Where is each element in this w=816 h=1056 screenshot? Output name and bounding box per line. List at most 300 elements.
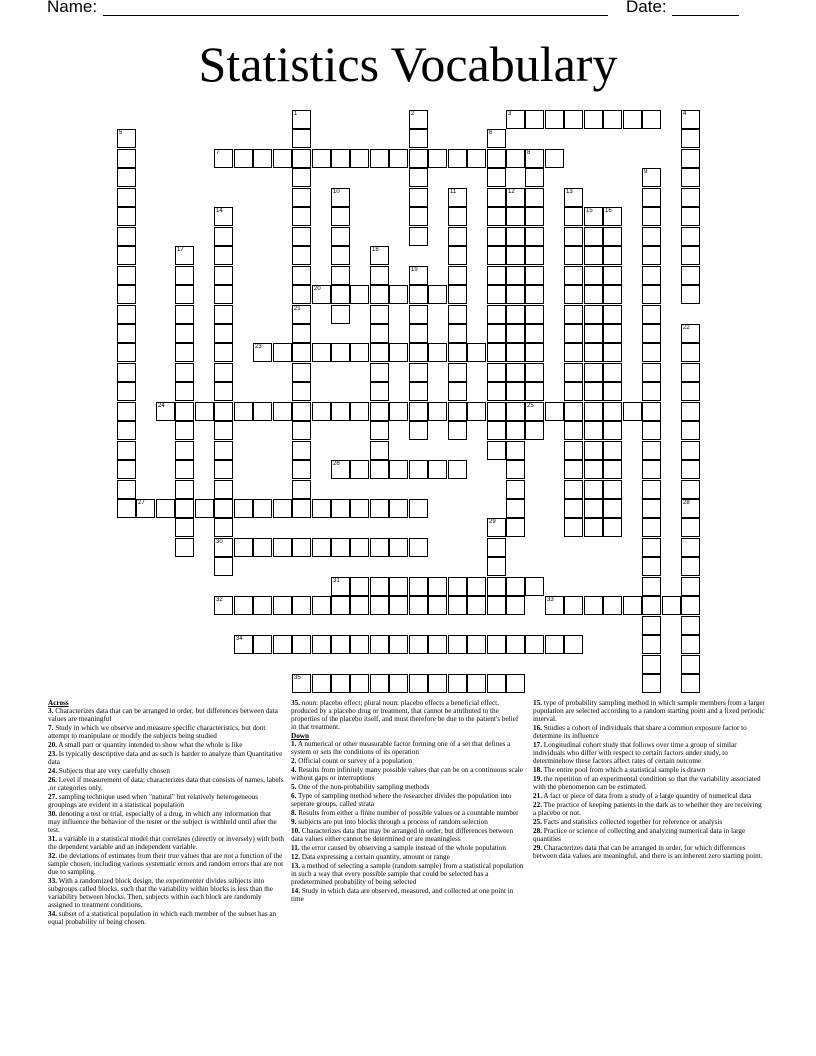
grid-cell[interactable] bbox=[292, 460, 311, 479]
grid-cell[interactable] bbox=[292, 227, 311, 246]
grid-cell[interactable] bbox=[370, 343, 389, 362]
grid-cell[interactable] bbox=[331, 246, 350, 265]
grid-cell[interactable] bbox=[175, 518, 194, 537]
grid-cell[interactable] bbox=[642, 266, 661, 285]
grid-cell[interactable] bbox=[292, 538, 311, 557]
grid-cell[interactable] bbox=[603, 460, 622, 479]
grid-cell[interactable] bbox=[642, 499, 661, 518]
grid-cell[interactable] bbox=[350, 460, 369, 479]
grid-cell[interactable] bbox=[603, 382, 622, 401]
grid-cell[interactable] bbox=[214, 207, 233, 226]
grid-cell[interactable] bbox=[467, 635, 486, 654]
grid-cell[interactable] bbox=[642, 382, 661, 401]
grid-cell[interactable] bbox=[642, 557, 661, 576]
grid-cell[interactable] bbox=[545, 110, 564, 129]
grid-cell[interactable] bbox=[428, 285, 447, 304]
grid-cell[interactable] bbox=[506, 518, 525, 537]
grid-cell[interactable] bbox=[584, 596, 603, 615]
grid-cell[interactable] bbox=[487, 324, 506, 343]
grid-cell[interactable] bbox=[448, 324, 467, 343]
grid-cell[interactable] bbox=[681, 538, 700, 557]
grid-cell[interactable] bbox=[214, 421, 233, 440]
grid-cell[interactable] bbox=[234, 402, 253, 421]
grid-cell[interactable] bbox=[253, 596, 272, 615]
grid-cell[interactable] bbox=[584, 421, 603, 440]
grid-cell[interactable] bbox=[525, 246, 544, 265]
grid-cell[interactable] bbox=[506, 480, 525, 499]
grid-cell[interactable] bbox=[525, 168, 544, 187]
grid-cell[interactable] bbox=[642, 324, 661, 343]
grid-cell[interactable] bbox=[623, 110, 642, 129]
grid-cell[interactable] bbox=[370, 441, 389, 460]
grid-cell[interactable] bbox=[214, 382, 233, 401]
grid-cell[interactable] bbox=[506, 499, 525, 518]
grid-cell[interactable] bbox=[584, 518, 603, 537]
grid-cell[interactable] bbox=[253, 538, 272, 557]
grid-cell[interactable] bbox=[370, 460, 389, 479]
grid-cell[interactable] bbox=[214, 305, 233, 324]
grid-cell[interactable] bbox=[409, 538, 428, 557]
grid-cell[interactable] bbox=[642, 207, 661, 226]
grid-cell[interactable] bbox=[642, 421, 661, 440]
grid-cell[interactable] bbox=[409, 168, 428, 187]
grid-cell[interactable] bbox=[564, 324, 583, 343]
grid-cell[interactable] bbox=[370, 635, 389, 654]
grid-cell[interactable] bbox=[156, 499, 175, 518]
grid-cell[interactable] bbox=[681, 363, 700, 382]
grid-cell[interactable] bbox=[681, 402, 700, 421]
grid-cell[interactable] bbox=[525, 149, 544, 168]
grid-cell[interactable] bbox=[409, 227, 428, 246]
grid-cell[interactable] bbox=[584, 227, 603, 246]
grid-cell[interactable] bbox=[409, 499, 428, 518]
grid-cell[interactable] bbox=[584, 441, 603, 460]
grid-cell[interactable] bbox=[681, 266, 700, 285]
grid-cell[interactable] bbox=[681, 285, 700, 304]
grid-cell[interactable] bbox=[253, 402, 272, 421]
grid-cell[interactable] bbox=[448, 363, 467, 382]
grid-cell[interactable] bbox=[428, 460, 447, 479]
grid-cell[interactable] bbox=[448, 421, 467, 440]
grid-cell[interactable] bbox=[331, 538, 350, 557]
grid-cell[interactable] bbox=[506, 382, 525, 401]
grid-cell[interactable] bbox=[214, 227, 233, 246]
grid-cell[interactable] bbox=[370, 266, 389, 285]
grid-cell[interactable] bbox=[292, 674, 311, 693]
grid-cell[interactable] bbox=[467, 343, 486, 362]
grid-cell[interactable] bbox=[487, 149, 506, 168]
grid-cell[interactable] bbox=[506, 674, 525, 693]
grid-cell[interactable] bbox=[506, 110, 525, 129]
grid-cell[interactable] bbox=[331, 577, 350, 596]
grid-cell[interactable] bbox=[487, 596, 506, 615]
grid-cell[interactable] bbox=[487, 577, 506, 596]
grid-cell[interactable] bbox=[487, 188, 506, 207]
grid-cell[interactable] bbox=[331, 207, 350, 226]
grid-cell[interactable] bbox=[292, 149, 311, 168]
grid-cell[interactable] bbox=[292, 168, 311, 187]
grid-cell[interactable] bbox=[175, 305, 194, 324]
grid-cell[interactable] bbox=[370, 674, 389, 693]
grid-cell[interactable] bbox=[603, 499, 622, 518]
grid-cell[interactable] bbox=[117, 343, 136, 362]
grid-cell[interactable] bbox=[603, 518, 622, 537]
grid-cell[interactable] bbox=[389, 635, 408, 654]
grid-cell[interactable] bbox=[584, 305, 603, 324]
grid-cell[interactable] bbox=[603, 343, 622, 362]
grid-cell[interactable] bbox=[117, 382, 136, 401]
grid-cell[interactable] bbox=[525, 188, 544, 207]
grid-cell[interactable] bbox=[409, 635, 428, 654]
grid-cell[interactable] bbox=[409, 402, 428, 421]
grid-cell[interactable] bbox=[214, 285, 233, 304]
grid-cell[interactable] bbox=[584, 266, 603, 285]
grid-cell[interactable] bbox=[389, 460, 408, 479]
grid-cell[interactable] bbox=[389, 499, 408, 518]
grid-cell[interactable] bbox=[681, 421, 700, 440]
grid-cell[interactable] bbox=[467, 596, 486, 615]
grid-cell[interactable] bbox=[487, 538, 506, 557]
grid-cell[interactable] bbox=[681, 460, 700, 479]
grid-cell[interactable] bbox=[584, 382, 603, 401]
grid-cell[interactable] bbox=[370, 246, 389, 265]
grid-cell[interactable] bbox=[506, 441, 525, 460]
grid-cell[interactable] bbox=[603, 480, 622, 499]
grid-cell[interactable] bbox=[681, 616, 700, 635]
grid-cell[interactable] bbox=[506, 577, 525, 596]
grid-cell[interactable] bbox=[506, 324, 525, 343]
grid-cell[interactable] bbox=[448, 596, 467, 615]
grid-cell[interactable] bbox=[389, 343, 408, 362]
grid-cell[interactable] bbox=[448, 266, 467, 285]
grid-cell[interactable] bbox=[214, 402, 233, 421]
grid-cell[interactable] bbox=[350, 577, 369, 596]
grid-cell[interactable] bbox=[253, 343, 272, 362]
grid-cell[interactable] bbox=[292, 246, 311, 265]
grid-cell[interactable] bbox=[506, 421, 525, 440]
grid-cell[interactable] bbox=[448, 285, 467, 304]
grid-cell[interactable] bbox=[584, 285, 603, 304]
grid-cell[interactable] bbox=[136, 499, 155, 518]
grid-cell[interactable] bbox=[642, 168, 661, 187]
grid-cell[interactable] bbox=[564, 363, 583, 382]
grid-cell[interactable] bbox=[409, 324, 428, 343]
grid-cell[interactable] bbox=[331, 596, 350, 615]
grid-cell[interactable] bbox=[525, 635, 544, 654]
grid-cell[interactable] bbox=[603, 441, 622, 460]
grid-cell[interactable] bbox=[350, 343, 369, 362]
grid-cell[interactable] bbox=[681, 518, 700, 537]
grid-cell[interactable] bbox=[312, 674, 331, 693]
grid-cell[interactable] bbox=[234, 149, 253, 168]
grid-cell[interactable] bbox=[681, 441, 700, 460]
grid-cell[interactable] bbox=[525, 577, 544, 596]
grid-cell[interactable] bbox=[214, 518, 233, 537]
grid-cell[interactable] bbox=[603, 402, 622, 421]
grid-cell[interactable] bbox=[292, 129, 311, 148]
grid-cell[interactable] bbox=[487, 343, 506, 362]
grid-cell[interactable] bbox=[175, 480, 194, 499]
grid-cell[interactable] bbox=[234, 538, 253, 557]
grid-cell[interactable] bbox=[350, 402, 369, 421]
grid-cell[interactable] bbox=[506, 343, 525, 362]
grid-cell[interactable] bbox=[409, 266, 428, 285]
grid-cell[interactable] bbox=[525, 207, 544, 226]
grid-cell[interactable] bbox=[545, 635, 564, 654]
grid-cell[interactable] bbox=[292, 188, 311, 207]
grid-cell[interactable] bbox=[623, 402, 642, 421]
grid-cell[interactable] bbox=[292, 305, 311, 324]
grid-cell[interactable] bbox=[292, 363, 311, 382]
grid-cell[interactable] bbox=[487, 674, 506, 693]
grid-cell[interactable] bbox=[253, 635, 272, 654]
grid-cell[interactable] bbox=[448, 382, 467, 401]
grid-cell[interactable] bbox=[331, 460, 350, 479]
grid-cell[interactable] bbox=[292, 266, 311, 285]
grid-cell[interactable] bbox=[681, 149, 700, 168]
grid-cell[interactable] bbox=[409, 285, 428, 304]
grid-cell[interactable] bbox=[487, 246, 506, 265]
grid-cell[interactable] bbox=[603, 324, 622, 343]
grid-cell[interactable] bbox=[448, 246, 467, 265]
grid-cell[interactable] bbox=[448, 460, 467, 479]
grid-cell[interactable] bbox=[681, 480, 700, 499]
grid-cell[interactable] bbox=[642, 305, 661, 324]
grid-cell[interactable] bbox=[642, 538, 661, 557]
grid-cell[interactable] bbox=[448, 577, 467, 596]
grid-cell[interactable] bbox=[175, 402, 194, 421]
grid-cell[interactable] bbox=[175, 382, 194, 401]
grid-cell[interactable] bbox=[564, 460, 583, 479]
grid-cell[interactable] bbox=[370, 596, 389, 615]
grid-cell[interactable] bbox=[350, 538, 369, 557]
grid-cell[interactable] bbox=[584, 460, 603, 479]
grid-cell[interactable] bbox=[214, 441, 233, 460]
grid-cell[interactable] bbox=[681, 674, 700, 693]
grid-cell[interactable] bbox=[564, 246, 583, 265]
grid-cell[interactable] bbox=[331, 674, 350, 693]
grid-cell[interactable] bbox=[370, 499, 389, 518]
grid-cell[interactable] bbox=[409, 129, 428, 148]
grid-cell[interactable] bbox=[525, 266, 544, 285]
grid-cell[interactable] bbox=[428, 577, 447, 596]
grid-cell[interactable] bbox=[117, 188, 136, 207]
grid-cell[interactable] bbox=[506, 149, 525, 168]
grid-cell[interactable] bbox=[545, 149, 564, 168]
grid-cell[interactable] bbox=[214, 149, 233, 168]
grid-cell[interactable] bbox=[370, 421, 389, 440]
grid-cell[interactable] bbox=[487, 266, 506, 285]
grid-cell[interactable] bbox=[642, 596, 661, 615]
grid-cell[interactable] bbox=[564, 402, 583, 421]
grid-cell[interactable] bbox=[487, 441, 506, 460]
grid-cell[interactable] bbox=[487, 168, 506, 187]
grid-cell[interactable] bbox=[370, 285, 389, 304]
grid-cell[interactable] bbox=[467, 577, 486, 596]
grid-cell[interactable] bbox=[214, 266, 233, 285]
grid-cell[interactable] bbox=[331, 305, 350, 324]
grid-cell[interactable] bbox=[389, 538, 408, 557]
grid-cell[interactable] bbox=[642, 363, 661, 382]
grid-cell[interactable] bbox=[312, 596, 331, 615]
grid-cell[interactable] bbox=[584, 246, 603, 265]
grid-cell[interactable] bbox=[350, 596, 369, 615]
grid-cell[interactable] bbox=[584, 343, 603, 362]
grid-cell[interactable] bbox=[214, 499, 233, 518]
grid-cell[interactable] bbox=[681, 188, 700, 207]
grid-cell[interactable] bbox=[506, 402, 525, 421]
grid-cell[interactable] bbox=[642, 441, 661, 460]
grid-cell[interactable] bbox=[214, 363, 233, 382]
grid-cell[interactable] bbox=[117, 227, 136, 246]
grid-cell[interactable] bbox=[448, 207, 467, 226]
grid-cell[interactable] bbox=[506, 285, 525, 304]
grid-cell[interactable] bbox=[195, 499, 214, 518]
grid-cell[interactable] bbox=[487, 382, 506, 401]
grid-cell[interactable] bbox=[642, 518, 661, 537]
grid-cell[interactable] bbox=[350, 674, 369, 693]
grid-cell[interactable] bbox=[292, 285, 311, 304]
grid-cell[interactable] bbox=[681, 207, 700, 226]
grid-cell[interactable] bbox=[681, 655, 700, 674]
grid-cell[interactable] bbox=[428, 402, 447, 421]
grid-cell[interactable] bbox=[487, 305, 506, 324]
grid-cell[interactable] bbox=[350, 635, 369, 654]
grid-cell[interactable] bbox=[506, 460, 525, 479]
grid-cell[interactable] bbox=[370, 149, 389, 168]
grid-cell[interactable] bbox=[214, 324, 233, 343]
grid-cell[interactable] bbox=[564, 635, 583, 654]
grid-cell[interactable] bbox=[273, 343, 292, 362]
grid-cell[interactable] bbox=[564, 188, 583, 207]
grid-cell[interactable] bbox=[487, 557, 506, 576]
grid-cell[interactable] bbox=[487, 363, 506, 382]
grid-cell[interactable] bbox=[506, 207, 525, 226]
grid-cell[interactable] bbox=[564, 110, 583, 129]
grid-cell[interactable] bbox=[545, 596, 564, 615]
grid-cell[interactable] bbox=[487, 285, 506, 304]
grid-cell[interactable] bbox=[331, 227, 350, 246]
grid-cell[interactable] bbox=[448, 149, 467, 168]
grid-cell[interactable] bbox=[642, 402, 661, 421]
grid-cell[interactable] bbox=[331, 343, 350, 362]
grid-cell[interactable] bbox=[331, 266, 350, 285]
grid-cell[interactable] bbox=[448, 227, 467, 246]
grid-cell[interactable] bbox=[292, 441, 311, 460]
grid-cell[interactable] bbox=[584, 324, 603, 343]
grid-cell[interactable] bbox=[214, 460, 233, 479]
grid-cell[interactable] bbox=[156, 402, 175, 421]
grid-cell[interactable] bbox=[428, 674, 447, 693]
grid-cell[interactable] bbox=[350, 149, 369, 168]
grid-cell[interactable] bbox=[584, 480, 603, 499]
grid-cell[interactable] bbox=[681, 635, 700, 654]
grid-cell[interactable] bbox=[389, 402, 408, 421]
grid-cell[interactable] bbox=[292, 480, 311, 499]
grid-cell[interactable] bbox=[603, 266, 622, 285]
grid-cell[interactable] bbox=[448, 402, 467, 421]
grid-cell[interactable] bbox=[117, 149, 136, 168]
grid-cell[interactable] bbox=[175, 421, 194, 440]
grid-cell[interactable] bbox=[525, 402, 544, 421]
grid-cell[interactable] bbox=[409, 674, 428, 693]
grid-cell[interactable] bbox=[117, 402, 136, 421]
grid-cell[interactable] bbox=[642, 674, 661, 693]
grid-cell[interactable] bbox=[525, 324, 544, 343]
grid-cell[interactable] bbox=[312, 538, 331, 557]
grid-cell[interactable] bbox=[117, 421, 136, 440]
grid-cell[interactable] bbox=[370, 324, 389, 343]
grid-cell[interactable] bbox=[175, 266, 194, 285]
grid-cell[interactable] bbox=[681, 110, 700, 129]
grid-cell[interactable] bbox=[525, 305, 544, 324]
grid-cell[interactable] bbox=[603, 227, 622, 246]
grid-cell[interactable] bbox=[175, 363, 194, 382]
grid-cell[interactable] bbox=[584, 363, 603, 382]
grid-cell[interactable] bbox=[681, 557, 700, 576]
grid-cell[interactable] bbox=[370, 382, 389, 401]
grid-cell[interactable] bbox=[681, 324, 700, 343]
grid-cell[interactable] bbox=[564, 382, 583, 401]
grid-cell[interactable] bbox=[506, 227, 525, 246]
grid-cell[interactable] bbox=[584, 207, 603, 226]
grid-cell[interactable] bbox=[564, 518, 583, 537]
grid-cell[interactable] bbox=[603, 285, 622, 304]
grid-cell[interactable] bbox=[525, 363, 544, 382]
grid-cell[interactable] bbox=[506, 246, 525, 265]
grid-cell[interactable] bbox=[525, 382, 544, 401]
grid-cell[interactable] bbox=[487, 518, 506, 537]
grid-cell[interactable] bbox=[292, 343, 311, 362]
grid-cell[interactable] bbox=[273, 596, 292, 615]
grid-cell[interactable] bbox=[117, 207, 136, 226]
grid-cell[interactable] bbox=[331, 402, 350, 421]
grid-cell[interactable] bbox=[273, 538, 292, 557]
grid-cell[interactable] bbox=[623, 596, 642, 615]
grid-cell[interactable] bbox=[370, 538, 389, 557]
grid-cell[interactable] bbox=[312, 402, 331, 421]
grid-cell[interactable] bbox=[175, 343, 194, 362]
grid-cell[interactable] bbox=[506, 188, 525, 207]
grid-cell[interactable] bbox=[681, 343, 700, 362]
grid-cell[interactable] bbox=[370, 363, 389, 382]
grid-cell[interactable] bbox=[603, 421, 622, 440]
grid-cell[interactable] bbox=[175, 285, 194, 304]
grid-cell[interactable] bbox=[642, 343, 661, 362]
grid-cell[interactable] bbox=[234, 596, 253, 615]
grid-cell[interactable] bbox=[214, 557, 233, 576]
grid-cell[interactable] bbox=[409, 382, 428, 401]
grid-cell[interactable] bbox=[642, 188, 661, 207]
grid-cell[interactable] bbox=[175, 324, 194, 343]
grid-cell[interactable] bbox=[642, 480, 661, 499]
grid-cell[interactable] bbox=[642, 655, 661, 674]
grid-cell[interactable] bbox=[506, 363, 525, 382]
grid-cell[interactable] bbox=[409, 188, 428, 207]
grid-cell[interactable] bbox=[292, 421, 311, 440]
grid-cell[interactable] bbox=[331, 499, 350, 518]
grid-cell[interactable] bbox=[350, 499, 369, 518]
grid-cell[interactable] bbox=[214, 596, 233, 615]
grid-cell[interactable] bbox=[331, 149, 350, 168]
grid-cell[interactable] bbox=[214, 480, 233, 499]
grid-cell[interactable] bbox=[409, 149, 428, 168]
grid-cell[interactable] bbox=[681, 596, 700, 615]
grid-cell[interactable] bbox=[117, 129, 136, 148]
grid-cell[interactable] bbox=[545, 402, 564, 421]
grid-cell[interactable] bbox=[642, 460, 661, 479]
grid-cell[interactable] bbox=[603, 305, 622, 324]
